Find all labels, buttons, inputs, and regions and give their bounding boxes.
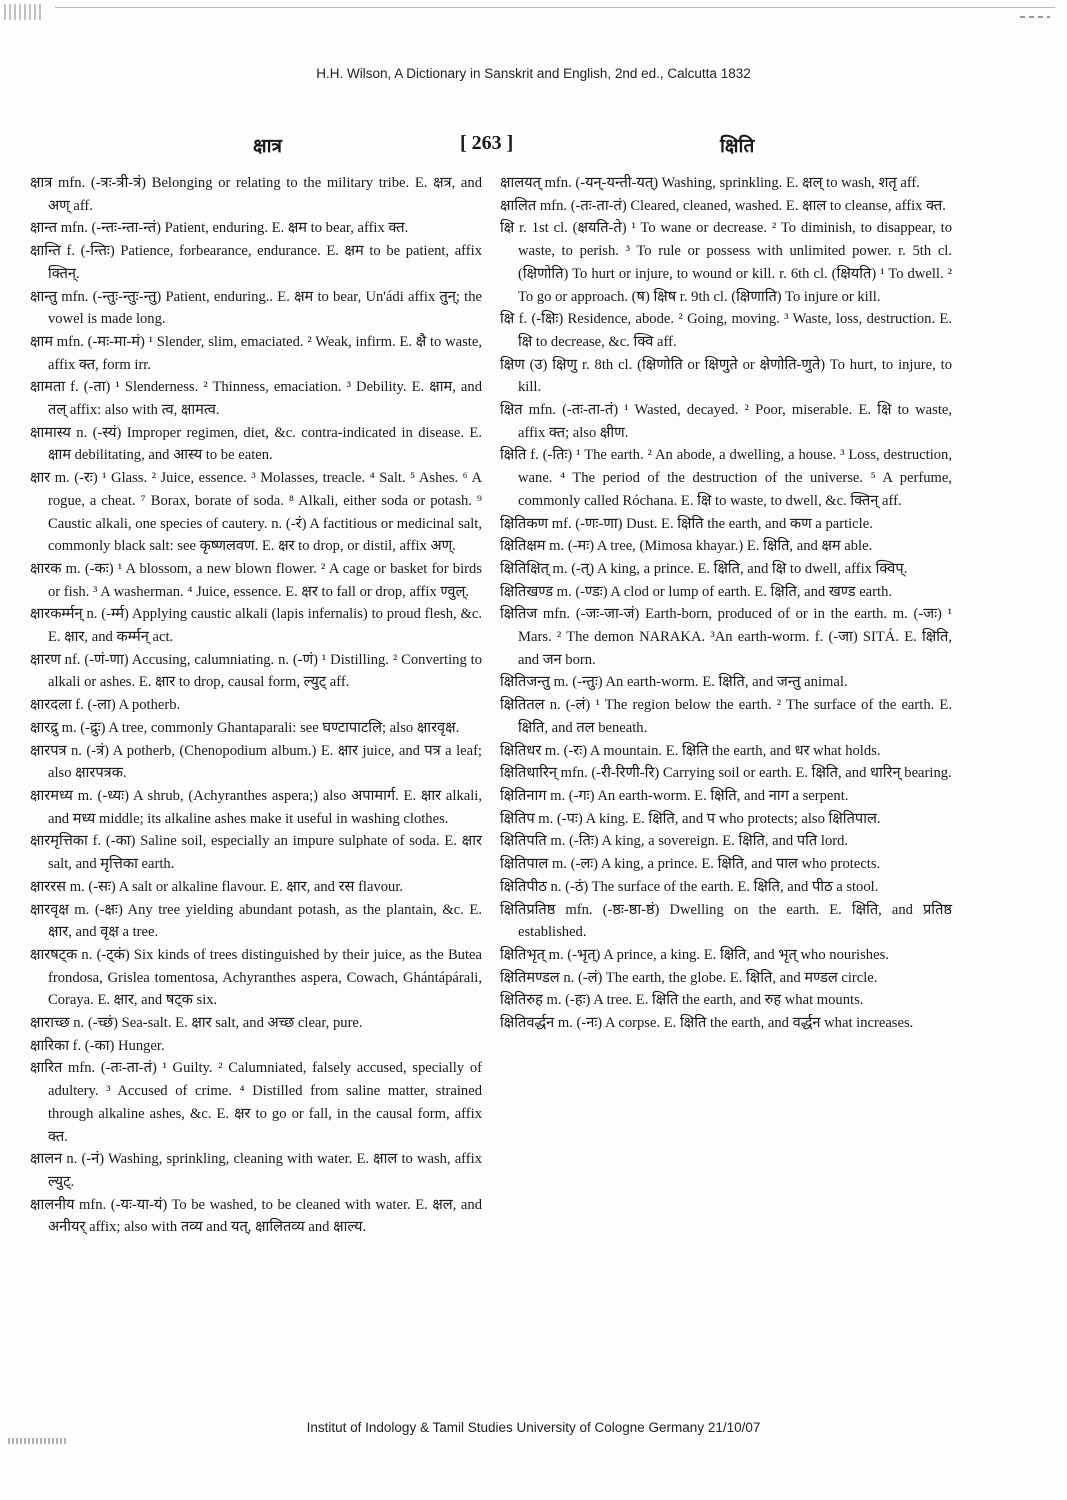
dictionary-entry: क्षान्त mfn. (-न्तः-न्ता-न्तं) Patient, enduring. E. क्षम to bear, affix क्त. <box>30 220 409 237</box>
dictionary-entry: क्षारदला f. (-ला) A potherb. <box>30 697 181 714</box>
dictionary-entry: क्षारमृत्तिका f. (-का) Saline soil, especially an impure sulphate of soda. E. क्षार salt, and मृत्तिका earth. <box>30 833 482 873</box>
dictionary-entry: क्षामास्य n. (-स्यं) Improper regimen, diet, &c. contra-indicated in disease. E. क्षाम debilitating, and आस्य to be eaten. <box>30 424 482 464</box>
top-scan-edge <box>55 7 1055 8</box>
dictionary-entry: क्षितिपाल m. (-लः) A king, a prince. E. क्षिति, and पाल who protects. <box>500 856 881 873</box>
dictionary-entry: क्षितिमण्डल n. (-लं) The earth, the globe. E. क्षिति, and मण्डल circle. <box>500 969 878 986</box>
dictionary-entry: क्षामता f. (-ता) ¹ Slenderness. ² Thinness, emaciation. ³ Debility. E. क्षाम, and तल् affix: also with त्व, क्षामत्व. <box>30 379 482 419</box>
dictionary-entry: क्षारक m. (-कः) ¹ A blossom, a new blown flower. ² A cage or basket for birds or fish. ³ A washerman. ⁴ Juice, essence. E. क्षर to fall or drop, affix ण्वुल्. <box>30 560 482 600</box>
dictionary-entry: क्षितिखण्ड m. (-ण्डः) A clod or lump of earth. E. क्षिति, and खण्ड earth. <box>500 583 893 600</box>
dictionary-entry: क्षाररस m. (-सः) A salt or alkaline flavour. E. क्षार, and रस flavour. <box>30 878 404 895</box>
dictionary-entry: क्षितिज mfn. (-जः-जा-जं) Earth-born, produced of or in the earth. m. (-जः) ¹ Mars. ² The demon NARAKA. ³An earth-worm. f. (-जा) SITÁ. E. क्षिति, and जन born. <box>500 606 952 668</box>
dictionary-entry: क्षारद्रु m. (-द्रुः) A tree, commonly Ghantaparali: see घण्टापाटलि; also क्षारवृक्ष. <box>30 719 460 736</box>
dictionary-entry: क्षारित mfn. (-तः-ता-तं) ¹ Guilty. ² Calumniated, falsely accused, specially of adultery. ³ Accused of crime. ⁴ Distilled from saline matter, strained through alkaline ashes, &c. E. क्षर to go or fall, in the causal form, affix क्त. <box>30 1060 482 1145</box>
dictionary-entry: क्षितिक्षित् m. (-त्) A king, a prince. E. क्षिति, and क्षि to dwell, affix क्विप्. <box>500 560 908 577</box>
source-footer: Institut of Indology & Tamil Studies University of Cologne Germany 21/10/07 <box>306 1420 761 1435</box>
dictionary-entry: क्षितिप m. (-पः) A king. E. क्षिति, and प who protects; also क्षितिपाल. <box>500 810 881 827</box>
dictionary-entry: क्षालनीय mfn. (-यः-या-यं) To be washed, to be cleaned with water. E. क्षल, and अनीयर् affix; also with तव्य and यत्, क्षालितव्य and क्षाल्य. <box>30 1196 482 1236</box>
dictionary-entry: क्षितिजन्तु m. (-न्तुः) An earth-worm. E. क्षिति, and जन्तु animal. <box>500 674 848 691</box>
dictionary-entry: क्षारण nf. (-णं-णा) Accusing, calumniating. n. (-णं) ¹ Distilling. ² Converting to alkali or ashes. E. क्षार to drop, causal form, ल्युट् aff. <box>30 651 482 691</box>
dictionary-entry: क्षिण (उ) क्षिणु r. 8th cl. (क्षिणोति or क्षिणुते or क्षेणोति-णुते) To hurt, to injure, to kill. <box>500 356 952 396</box>
dictionary-entry: क्षितिरुह m. (-हः) A tree. E. क्षिति the earth, and रुह what mounts. <box>500 992 864 1009</box>
page-number: [ 263 ] <box>460 132 514 154</box>
scan-mark <box>1020 16 1050 18</box>
dictionary-entry: क्षिति f. (-तिः) ¹ The earth. ² An abode, a dwelling, a house. ³ Loss, destruction, wane. ⁴ The period of the destruction of the universe. ⁵ A perfume, commonly called Róchana. E. क्षि to waste, to dwell, &c. क्तिन् aff. <box>500 447 952 509</box>
dictionary-entry: क्षितिक्षम m. (-मः) A tree, (Mimosa khayar.) E. क्षिति, and क्षम able. <box>500 538 873 555</box>
dictionary-entry: क्षितिकण mf. (-णः-णा) Dust. E. क्षिति the earth, and कण a particle. <box>500 515 873 532</box>
dictionary-entry: क्षालयत् mfn. (-यन्-यन्ती-यत्) Washing, sprinkling. E. क्षल् to wash, शतृ aff. <box>500 175 920 191</box>
dictionary-entry: क्षारषट्क n. (-ट्कं) Six kinds of trees distinguished by their juice, as the Butea frondosa, Grislea tomentosa, Achyranthes aspera, Cowach, Ghántápárali, Coraya. E. क्षार, and षट्क six. <box>30 946 482 1009</box>
dictionary-entry: क्षितिधारिन् mfn. (-री-रिणी-रि) Carrying soil or earth. E. क्षिति, and धारिन् bearing. <box>500 765 952 782</box>
dictionary-entry: क्षि f. (-क्षिः) Residence, abode. ² Going, moving. ³ Waste, loss, destruction. E. क्षि to decrease, &c. क्वि aff. <box>500 311 952 350</box>
dictionary-entry: क्षाराच्छ n. (-च्छं) Sea-salt. E. क्षार salt, and अच्छ clear, pure. <box>30 1015 363 1032</box>
dictionary-entry: क्षालित mfn. (-तः-ता-तं) Cleared, cleaned, washed. E. क्षाल to cleanse, affix क्त. <box>500 197 946 214</box>
dictionary-entry: क्षि r. 1st cl. (क्षयति-ते) ¹ To wane or decrease. ² To diminish, to disappear, to waste, to perish. ³ To rule or possess with unlimited power. r. 5th cl. (क्षिणोति) To hurt or injure, to wound or kill. r. 6th cl. (क्षियति) ¹ To dwell. ² To go or approach. (ष) क्षिष r. 9th cl. (क्षिणाति) To injure or kill. <box>500 220 952 305</box>
source-header: H.H. Wilson, A Dictionary in Sanskrit and English, 2nd ed., Calcutta 1832 <box>316 66 751 81</box>
right-column <box>500 172 952 1035</box>
dictionary-entry: क्षितिपीठ n. (-ठं) The surface of the earth. E. क्षिति, and पीठ a stool. <box>500 878 879 895</box>
dictionary-entry: क्षारकर्म्मन् n. (-र्म्म) Applying caustic alkali (lapis infernalis) to proud flesh, &c. E. क्षार, and कर्म्मन् act. <box>30 606 482 646</box>
running-head-right: क्षिति <box>720 135 755 157</box>
scan-smudge <box>8 1438 68 1444</box>
dictionary-entry: क्षितिप्रतिष्ठ mfn. (-ष्ठः-ष्ठा-ष्ठं) Dwelling on the earth. E. क्षिति, and प्रतिष्ठ established. <box>500 901 952 941</box>
dictionary-entry: क्षितिवर्द्धन m. (-नः) A corpse. E. क्षिति the earth, and वर्द्धन what increases. <box>500 1015 914 1032</box>
dictionary-entry: क्षितिधर m. (-रः) A mountain. E. क्षिति the earth, and धर what holds. <box>500 742 881 759</box>
dictionary-entry: क्षारिका f. (-का) Hunger. <box>30 1037 165 1054</box>
dictionary-entry: क्षारमध्य m. (-ध्यः) A shrub, (Achyranthes aspera;) also अपामार्ग. E. क्षार alkali, and मध्य middle; its alkaline ashes make it useful in washing clothes. <box>30 787 482 827</box>
dictionary-entry: क्षालन n. (-नं) Washing, sprinkling, cleaning with water. E. क्षाल to wash, affix ल्युट्. <box>30 1151 482 1190</box>
dictionary-entry: क्षितिपति m. (-तिः) A king, a sovereign. E. क्षिति, and पति lord. <box>500 833 849 850</box>
dictionary-entry: क्षाम mfn. (-मः-मा-मं) ¹ Slender, slim, emaciated. ² Weak, infirm. E. क्षै to waste, affix क्त, form irr. <box>30 333 482 373</box>
dictionary-entry: क्षितिनाग m. (-गः) An earth-worm. E. क्षिति, and नाग a serpent. <box>500 787 849 804</box>
dictionary-entry: क्षार m. (-रः) ¹ Glass. ² Juice, essence. ³ Molasses, treacle. ⁴ Salt. ⁵ Ashes. ⁶ A rogue, a cheat. ⁷ Borax, borate of soda. ⁸ Alkali, either soda or potash. ⁹ Caustic alkali, one species of cautery. n. (-रं) A factitious or medicinal salt, commonly black salt: see कृष्णलवण. E. क्षर to drop, or distil, affix अण्. <box>30 470 482 555</box>
dictionary-entry: क्षारपत्र n. (-त्रं) A potherb, (Chenopodium album.) E. क्षार juice, and पत्र a leaf; also क्षारपत्रक. <box>30 742 482 782</box>
scan-smudge <box>4 4 44 20</box>
dictionary-entry: क्षितिभृत् m. (-भृत्) A prince, a king. E. क्षिति, and भृत् who nourishes. <box>500 946 889 963</box>
dictionary-entry: क्षान्ति f. (-न्तिः) Patience, forbearance, endurance. E. क्षम to be patient, affix क्तिन्. <box>30 243 482 282</box>
left-column <box>30 172 482 1239</box>
dictionary-entry: क्षान्तु mfn. (-न्तुः-न्तुः-न्तु) Patient, enduring.. E. क्षम to bear, Un'ádi affix तुन्; the vowel is made long. <box>30 288 482 328</box>
dictionary-entry: क्षित mfn. (-तः-ता-तं) ¹ Wasted, decayed. ² Poor, miserable. E. क्षि to waste, affix क्त; also क्षीण. <box>500 402 952 441</box>
dictionary-entry: क्षात्र mfn. (-त्रः-त्री-त्रं) Belonging or relating to the military tribe. E. क्षत्र, and अण् aff. <box>30 175 482 214</box>
running-head-left: क्षात्र <box>253 135 283 157</box>
dictionary-entry: क्षारवृक्ष m. (-क्षः) Any tree yielding abundant potash, as the plantain, &c. E. क्षार, and वृक्ष a tree. <box>30 901 482 941</box>
dictionary-entry: क्षितितल n. (-लं) ¹ The region below the earth. ² The surface of the earth. E. क्षिति, and तल beneath. <box>500 697 952 736</box>
